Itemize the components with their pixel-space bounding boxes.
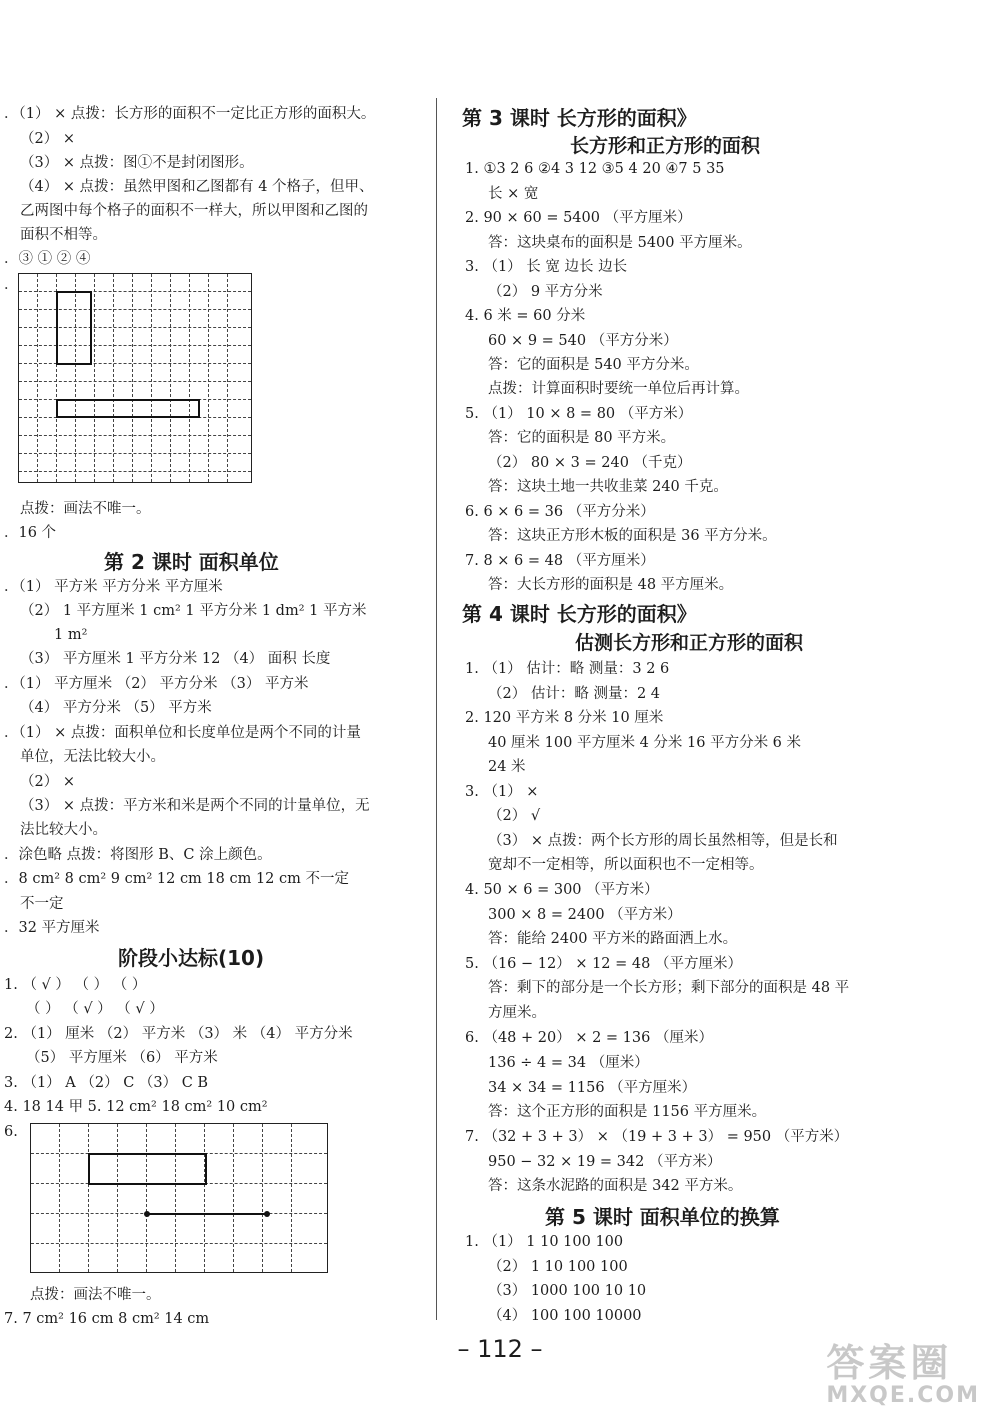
left-q1-4: （4） × 点拨：虽然甲图和乙图都有 4 个格子，但甲、 <box>20 179 374 195</box>
rc-line-1: 1. （1） 1 10 100 100 <box>465 1234 624 1250</box>
left-q1-6: 面积不相等。 <box>20 227 107 243</box>
s2-line-3: 1 m² <box>54 627 88 643</box>
ra-line-17: 7. 8 × 6 = 48 （平方厘米） <box>465 553 655 569</box>
ra-line-12: 答：它的面积是 80 平方米。 <box>488 430 676 446</box>
ra-line-10: 点拨：计算面积时要统一单位后再计算。 <box>488 381 749 397</box>
s3-q6-label: 6. <box>4 1124 18 1140</box>
rb-line-13: 5. （16 − 12） × 12 = 48 （平方厘米） <box>465 956 742 972</box>
grid-figure-1 <box>18 273 252 483</box>
vertical-rectangle <box>56 291 92 365</box>
section-title-stage-test: 阶段小达标(10) <box>118 946 265 970</box>
section-title-lesson4: 第 4 课时 长方形的面积》 <box>462 602 697 626</box>
ra-line-3: 2. 90 × 60 = 5400 （平方厘米） <box>465 210 692 226</box>
ra-line-6: （2） 9 平方分米 <box>488 284 603 300</box>
left-q1-3: （3） × 点拨：图①不是封闭图形。 <box>20 155 254 171</box>
s3-line-1: 1. （ √ ） （ ） （ ） <box>4 977 147 993</box>
ra-line-5: 3. （1） 长 宽 边长 边长 <box>465 259 628 275</box>
ra-line-9: 答：它的面积是 540 平方分米。 <box>488 357 699 373</box>
s2-line-8: 单位，无法比较大小。 <box>20 749 165 765</box>
watermark <box>826 1332 980 1408</box>
grid-figure-2 <box>30 1123 328 1273</box>
rb-line-19: 答：这个正方形的面积是 1156 平方厘米。 <box>488 1104 767 1120</box>
s2-line-7: ．（1） × 点拨：面积单位和长度单位是两个不同的计量 <box>4 725 361 741</box>
s2-line-10: （3） × 点拨：平方米和米是两个不同的计量单位，无 <box>20 798 370 814</box>
left-q3-label: ． <box>4 277 19 293</box>
left-q1-1: ．（1） × 点拨：长方形的面积不一定比正方形的面积大。 <box>4 106 376 122</box>
horizontal-rectangle <box>56 399 200 418</box>
section-title-lesson3: 第 3 课时 长方形的面积》 <box>462 106 697 130</box>
rc-line-4: （4） 100 100 10000 <box>488 1308 642 1324</box>
rb-line-16: 6. （48 + 20） × 2 = 136 （厘米） <box>465 1030 713 1046</box>
section-subtitle-lesson4: 估测长方形和正方形的面积 <box>575 632 804 654</box>
rb-line-2: （2） 估计：略 测量：2 4 <box>488 686 661 702</box>
ra-line-7: 4. 6 米 = 60 分米 <box>465 308 586 324</box>
ra-line-2: 长 × 宽 <box>488 186 539 202</box>
rc-line-2: （2） 1 10 100 100 <box>488 1259 628 1275</box>
s3-line-6: 4. 18 14 甲 5. 12 cm² 18 cm² 10 cm² <box>4 1099 268 1115</box>
left-q1-5: 乙两图中每个格子的面积不一样大，所以甲图和乙图的 <box>20 203 368 219</box>
segment-endpoint-left <box>144 1211 150 1217</box>
left-q2: ．③ ① ② ④ <box>4 251 91 267</box>
s2-line-4: （3） 平方厘米 1 平方分米 12 （4） 面积 长度 <box>20 651 331 667</box>
ra-line-14: 答：这块土地一共收韭菜 240 千克。 <box>488 479 728 495</box>
rb-line-17: 136 ÷ 4 = 34 （厘米） <box>488 1055 649 1071</box>
rb-line-8: （3） × 点拨：两个长方形的周长虽然相等，但是长和 <box>488 833 838 849</box>
rb-line-20: 7. （32 + 3 + 3） × （19 + 3 + 3） = 950 （平方米） <box>465 1129 849 1145</box>
ra-line-11: 5. （1） 10 × 8 = 80 （平方米） <box>465 406 693 422</box>
s2-line-12: ．涂色略 点拨：将图形 B、C 涂上颜色。 <box>4 847 272 863</box>
ra-line-18: 答：大长方形的面积是 48 平方厘米。 <box>488 577 734 593</box>
section-title-lesson5: 第 5 课时 面积单位的换算 <box>545 1205 780 1229</box>
ra-line-8: 60 × 9 = 540 （平方分米） <box>488 333 678 349</box>
rb-line-9: 宽却不一定相等，所以面积也不一定相等。 <box>488 857 764 873</box>
drawn-rectangle <box>88 1153 207 1185</box>
page-number: – 112 – <box>457 1335 543 1363</box>
s2-line-11: 法比较大小。 <box>20 822 107 838</box>
rb-line-3: 2. 120 平方米 8 分米 10 厘米 <box>465 710 664 726</box>
s2-line-2: （2） 1 平方厘米 1 cm² 1 平方分米 1 dm² 1 平方米 <box>20 603 367 619</box>
rb-line-15: 方厘米。 <box>488 1005 546 1021</box>
s2-line-1: ．（1） 平方米 平方分米 平方厘米 <box>4 579 223 595</box>
s3-line-4: （5） 平方厘米 （6） 平方米 <box>26 1050 218 1066</box>
ra-line-4: 答：这块桌布的面积是 5400 平方厘米。 <box>488 235 752 251</box>
section-subtitle-lesson3: 长方形和正方形的面积 <box>570 135 761 157</box>
s2-line-6: （4） 平方分米 （5） 平方米 <box>20 700 212 716</box>
s3-line-5: 3. （1） A （2） C （3） C B <box>4 1075 209 1091</box>
section-title-lesson2: 第 2 课时 面积单位 <box>104 550 279 574</box>
s3-hint: 点拨：画法不唯一。 <box>30 1287 161 1303</box>
rb-line-10: 4. 50 × 6 = 300 （平方米） <box>465 882 659 898</box>
left-q4: ．16 个 <box>4 525 57 541</box>
segment-endpoint-right <box>264 1211 270 1217</box>
ra-line-1: 1. ①3 2 6 ②4 3 12 ③5 4 20 ④7 5 35 <box>465 161 725 177</box>
rb-line-11: 300 × 8 = 2400 （平方米） <box>488 907 682 923</box>
ra-line-13: （2） 80 × 3 = 240 （千克） <box>488 455 692 471</box>
column-divider <box>436 98 437 1320</box>
drawn-segment <box>147 1213 267 1215</box>
rb-line-4: 40 厘米 100 平方厘米 4 分米 16 平方分米 6 米 <box>488 735 802 751</box>
rb-line-6: 3. （1） × <box>465 784 539 800</box>
rc-line-3: （3） 1000 100 10 10 <box>488 1283 647 1299</box>
s2-line-13: ．8 cm² 8 cm² 9 cm² 12 cm 18 cm 12 cm 不一定 <box>4 871 349 887</box>
s2-line-14: 不一定 <box>20 896 64 912</box>
s3-line-2: （ ） （ √ ） （ √ ） <box>26 1001 164 1017</box>
rb-line-1: 1. （1） 估计：略 测量：3 2 6 <box>465 661 670 677</box>
s2-line-9: （2） × <box>20 774 75 790</box>
watermark-logo-text: 答案圈 <box>826 1341 953 1385</box>
s3-line-3: 2. （1） 厘米 （2） 平方米 （3） 米 （4） 平方分米 <box>4 1026 353 1042</box>
s3-q7: 7. 7 cm² 16 cm 8 cm² 14 cm <box>4 1311 210 1327</box>
ra-line-15: 6. 6 × 6 = 36 （平方分米） <box>465 504 655 520</box>
rb-line-12: 答：能给 2400 平方米的路面洒上水。 <box>488 931 738 947</box>
rb-line-5: 24 米 <box>488 759 526 775</box>
ra-line-16: 答：这块正方形木板的面积是 36 平方分米。 <box>488 528 777 544</box>
rb-line-18: 34 × 34 = 1156 （平方厘米） <box>488 1080 697 1096</box>
rb-line-21: 950 − 32 × 19 = 342 （平方米） <box>488 1154 722 1170</box>
s2-line-5: ．（1） 平方厘米 （2） 平方分米 （3） 平方米 <box>4 676 309 692</box>
watermark-url: MXQE.COM <box>826 1383 980 1408</box>
s2-line-15: ．32 平方厘米 <box>4 920 100 936</box>
left-q1-2: （2） × <box>20 131 75 147</box>
rb-line-14: 答：剩下的部分是一个长方形；剩下部分的面积是 48 平 <box>488 980 850 996</box>
rb-line-22: 答：这条水泥路的面积是 342 平方米。 <box>488 1178 743 1194</box>
left-hint-1: 点拨：画法不唯一。 <box>20 501 151 517</box>
rb-line-7: （2） √ <box>488 808 541 824</box>
